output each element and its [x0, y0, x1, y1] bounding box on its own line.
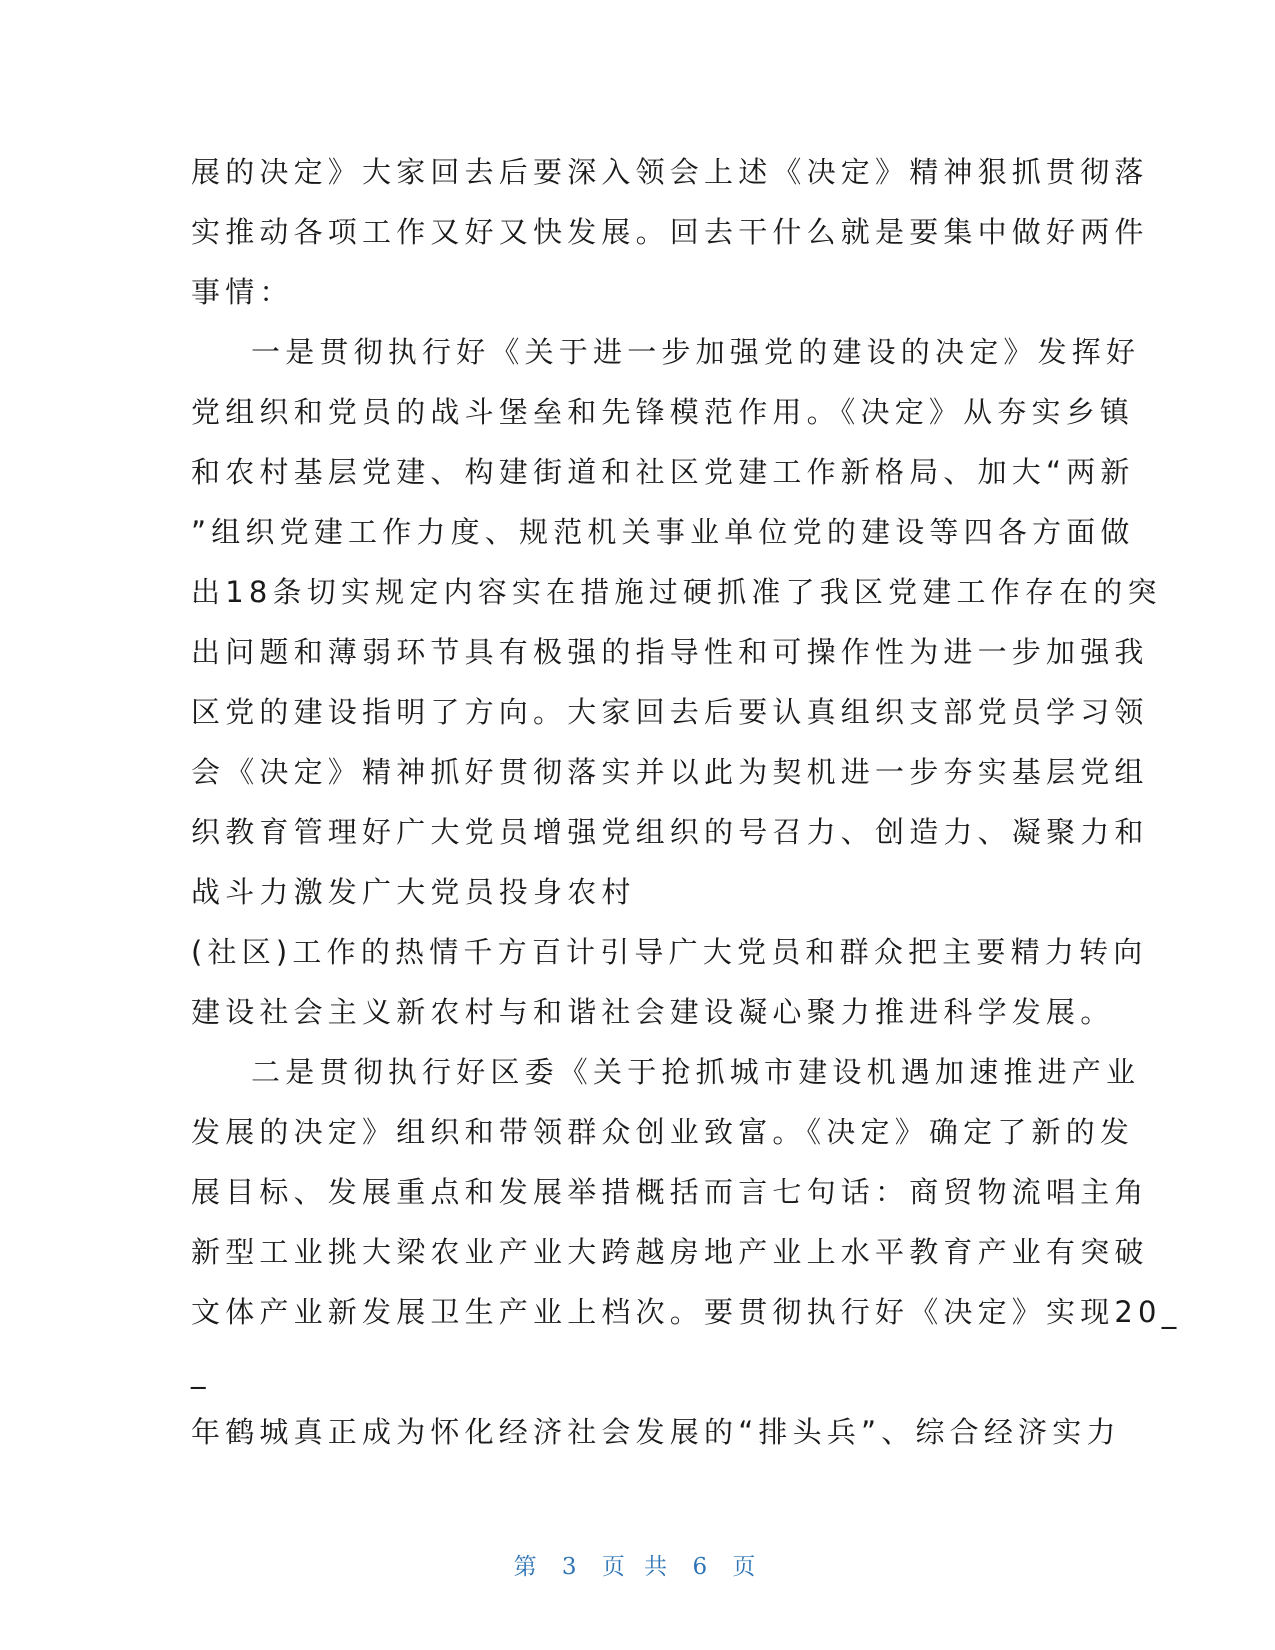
text-line: 一是贯彻执行好《关于进一步加强党的建设的决定》发挥好 [251, 335, 1141, 369]
text-line: 建设社会主义新农村与和谐社会建设凝心聚力推进科学发展。 [191, 995, 1115, 1029]
text-line: 事情： [191, 275, 294, 309]
page-footer [0, 1548, 1275, 1581]
text-line: 年鹤城真正成为怀化经济社会发展的“排头兵”、综合经济实力 [191, 1415, 1121, 1449]
text-line: 党组织和党员的战斗堡垒和先锋模范作用。《决定》从夯实乡镇 [191, 395, 1135, 429]
text-line: _ [191, 1355, 211, 1389]
text-line: 文体产业新发展卫生产业上档次。要贯彻执行好《决定》实现20_ [191, 1295, 1182, 1329]
current-page-number: 3 [561, 1554, 583, 1580]
text-line: 区党的建设指明了方向。大家回去后要认真组织支部党员学习领 [191, 695, 1149, 729]
text-line: 展的决定》大家回去后要深入领会上述《决定》精神狠抓贯彻落 [191, 155, 1149, 189]
body-text [191, 142, 1182, 1462]
document-body [191, 142, 1182, 1462]
text-line: 出问题和薄弱环节具有极强的指导性和可操作性为进一步加强我 [191, 635, 1149, 669]
text-line: 发展的决定》组织和带领群众创业致富。《决定》确定了新的发 [191, 1115, 1135, 1149]
text-line: 织教育管理好广大党员增强党组织的号召力、创造力、凝聚力和 [191, 815, 1149, 849]
footer-middle: 页 共 [601, 1554, 674, 1580]
text-line: (社区)工作的热情千方百计引导广大党员和群众把主要精力转向 [191, 935, 1148, 969]
text-line: 会《决定》精神抓好贯彻落实并以此为契机进一步夯实基层党组 [191, 755, 1149, 789]
footer-prefix: 第 [513, 1554, 543, 1580]
text-line: ”组织党建工作力度、规范机关事业单位党的建设等四各方面做 [191, 515, 1135, 549]
text-line: 出18条切实规定内容实在措施过硬抓准了我区党建工作存在的突 [191, 575, 1162, 609]
text-line: 战斗力激发广大党员投身农村 [191, 875, 636, 909]
footer-suffix: 页 [732, 1554, 762, 1580]
text-line: 实推动各项工作又好又快发展。回去干什么就是要集中做好两件 [191, 215, 1149, 249]
text-line: 展目标、发展重点和发展举措概括而言七句话：商贸物流唱主角 [191, 1175, 1149, 1209]
text-line: 新型工业挑大梁农业产业大跨越房地产业上水平教育产业有突破 [191, 1235, 1149, 1269]
total-page-count: 6 [692, 1554, 714, 1580]
text-line: 二是贯彻执行好区委《关于抢抓城市建设机遇加速推进产业 [251, 1055, 1141, 1089]
text-line: 和农村基层党建、构建街道和社区党建工作新格局、加大“两新 [191, 455, 1135, 489]
